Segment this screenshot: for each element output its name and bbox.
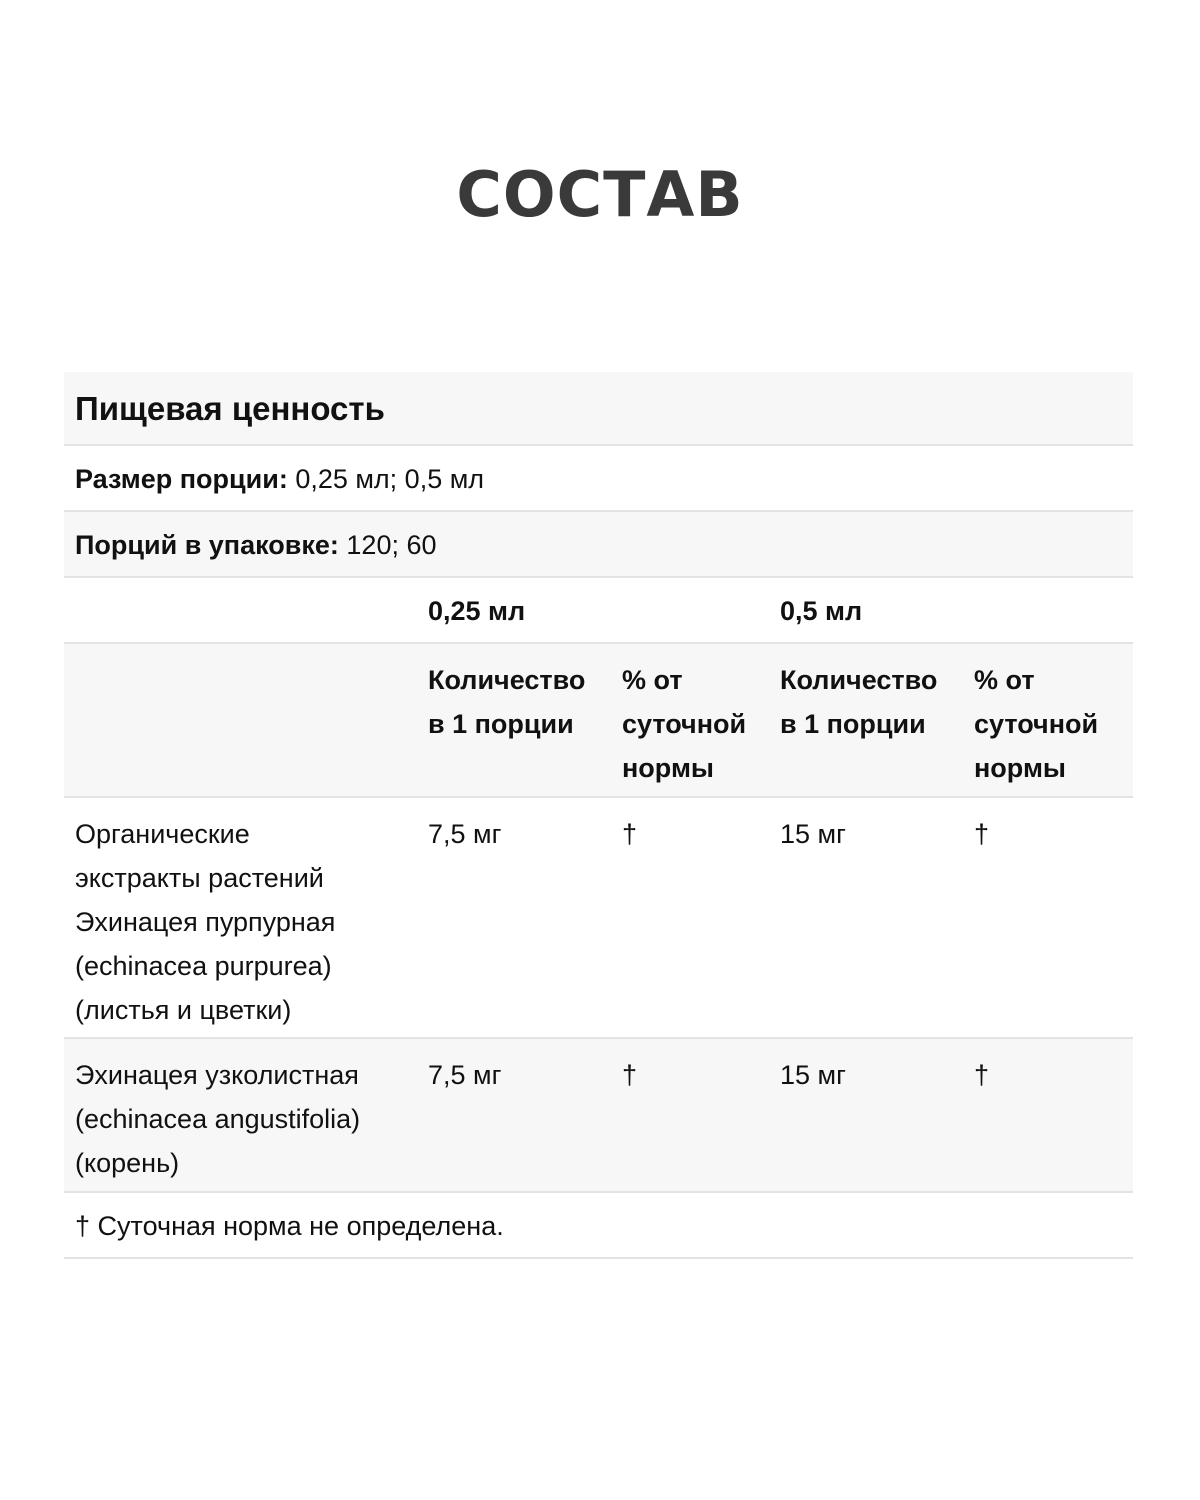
amount-header-line: Количество bbox=[780, 665, 938, 695]
ingredient-dv-2: † bbox=[974, 1060, 990, 1090]
facts-title: Пищевая ценность bbox=[64, 372, 1133, 446]
ingredient-dv-1: † bbox=[622, 819, 638, 849]
ingredient-name-line: (echinacea purpurea) bbox=[75, 951, 332, 981]
dose-header-1: 0,25 мл bbox=[428, 596, 526, 626]
ingredient-name-line: Органические bbox=[75, 819, 250, 849]
ingredient-row bbox=[64, 1039, 1133, 1193]
dv-header-line: нормы bbox=[622, 753, 714, 783]
ingredient-amount-2: 15 мг bbox=[780, 819, 846, 849]
servings-value: 120; 60 bbox=[338, 530, 437, 560]
ingredient-amount-2: 15 мг bbox=[780, 1060, 846, 1090]
ingredient-dv-2: † bbox=[974, 819, 990, 849]
amount-header-line: в 1 порции bbox=[428, 709, 574, 739]
ingredient-row bbox=[64, 798, 1133, 1039]
ingredient-name-line: экстракты растений bbox=[75, 863, 324, 893]
dv-header-line: суточной bbox=[974, 709, 1099, 739]
ingredient-dv-1: † bbox=[622, 1060, 638, 1090]
ingredient-name-line: Эхинацея узколистная bbox=[75, 1060, 359, 1090]
ingredient-name-line: (echinacea angustifolia) bbox=[75, 1104, 361, 1134]
column-header-empty bbox=[64, 658, 428, 796]
dv-header-2 bbox=[974, 658, 1133, 796]
amount-header-line: Количество bbox=[428, 665, 586, 695]
dv-header-1 bbox=[622, 658, 780, 796]
column-header-row bbox=[64, 644, 1133, 798]
dv-header-line: % от bbox=[974, 665, 1035, 695]
dv-header-line: суточной bbox=[622, 709, 747, 739]
ingredient-name bbox=[64, 812, 428, 1037]
amount-header-line: в 1 порции bbox=[780, 709, 926, 739]
footnote: † Суточная норма не определена. bbox=[64, 1193, 1133, 1259]
ingredient-amount-1: 7,5 мг bbox=[428, 1060, 502, 1090]
serving-size-row bbox=[64, 446, 1133, 512]
dv-header-line: % от bbox=[622, 665, 683, 695]
ingredient-name-line: (корень) bbox=[75, 1148, 180, 1178]
nutrition-facts-table bbox=[64, 372, 1133, 1259]
amount-header-2 bbox=[780, 658, 974, 796]
servings-per-container-row bbox=[64, 512, 1133, 578]
dose-header-empty bbox=[64, 578, 428, 642]
ingredient-amount-1: 7,5 мг bbox=[428, 819, 502, 849]
dv-header-line: нормы bbox=[974, 753, 1066, 783]
serving-size-label: Размер порции: bbox=[75, 464, 288, 494]
amount-header-1 bbox=[428, 658, 622, 796]
ingredient-name-line: Эхинацея пурпурная bbox=[75, 907, 336, 937]
servings-label: Порций в упаковке: bbox=[75, 530, 339, 560]
ingredient-name-line: (листья и цветки) bbox=[75, 995, 292, 1025]
ingredient-name bbox=[64, 1053, 428, 1191]
serving-size-value: 0,25 мл; 0,5 мл bbox=[287, 464, 485, 494]
page-title: СОСТАВ bbox=[456, 158, 744, 231]
dose-header-2: 0,5 мл bbox=[780, 596, 863, 626]
dose-header-row bbox=[64, 578, 1133, 644]
